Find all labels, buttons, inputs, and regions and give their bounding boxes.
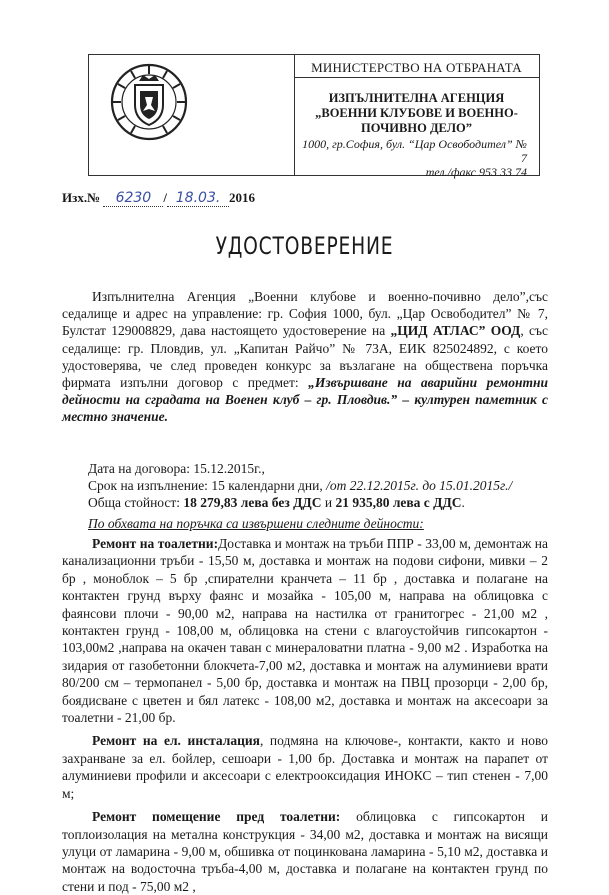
handwritten-number: 6230 bbox=[115, 190, 152, 206]
term-label: Срок на изпълнение: 15 календарни дни, bbox=[88, 478, 327, 494]
agency-name-line: ИЗПЪЛНИТЕЛНА АГЕНЦИЯ bbox=[328, 91, 505, 105]
document-title: УДОСТОВЕРЕНИЕ bbox=[215, 232, 394, 260]
header-divider bbox=[295, 77, 539, 78]
contract-date: Дата на договора: 15.12.2015г., bbox=[88, 461, 265, 476]
contractor-name: „ЦИД АТЛАС” ООД bbox=[390, 323, 521, 339]
address-line: 1000, гр.София, бул. “Цар Освободител” № 7 bbox=[302, 137, 527, 165]
work-item bbox=[62, 808, 548, 895]
work-heading: Ремонт на ел. инсталация bbox=[92, 733, 260, 749]
phone-line: тел./факс 953 33 74 bbox=[425, 165, 527, 179]
work-text: , подмяна на ключове-, контакти, както и ново захранване за ел. бойлер, сешоари - 1,00 бр. Доставка и монтаж на парапет от алуминиеви профили и аксесоари с електрооксидация ИНОКС – тип стенен - 7,00 м; bbox=[62, 733, 548, 801]
work-item bbox=[62, 732, 548, 802]
letterhead bbox=[88, 54, 540, 179]
agency-name bbox=[294, 91, 539, 136]
term-period: /от 22.12.2015г. до 15.01.2015г./ bbox=[326, 478, 513, 494]
cost-label: Обща стойност: bbox=[88, 495, 184, 511]
agency-name-line: „ВОЕННИ КЛУБОВЕ И ВОЕННО-ПОЧИВНО ДЕЛО” bbox=[315, 106, 518, 135]
cost-without-vat: 18 279,83 лева без ДДС bbox=[183, 495, 322, 511]
work-heading: Ремонт на тоалетни: bbox=[92, 536, 219, 551]
outgoing-date-field bbox=[167, 190, 229, 207]
contract-details bbox=[88, 460, 548, 512]
scope-heading: По обхвата на поръчка са извършени следните дейности: bbox=[88, 516, 424, 531]
works-list bbox=[62, 535, 548, 895]
work-text: Доставка и монтаж на тръби ППР - 33,00 м, демонтаж на канализационни тръби - 15,50 м, доставка и монтаж на подови сифони, мивки – 2 бр , моноблок – 5 бр ,спирателни кранчета – 11 бр , доставка и полагане на контактен грунд върху фаянс и мозайка - 105,00 м, направа на облицовка с фаянсови плочи - 90,00 м2, направа на настилка от гранитогрес - 21,00 м2 , контактен грунд - 108,00 м, облицовка на стени с влагоустойчив гипсокартон - 103,00м2 ,направа на окачен таван с минераловатни платна - 9,00 м2 . Изработка на зидария от газобетонни блокчета-7,00 м2, доставка и монтаж на алуминиеви врати 80/200 см – термопанел - 5,00 бр, доставка и монтаж на ПВЦ прозорци - 2,00 бр, боядисване с цветен и бял латекс - 108,00 м2, доставка и монтаж на аксесоари за тоалетни - 21,00 бр. bbox=[62, 536, 548, 726]
outgoing-number-field bbox=[103, 190, 163, 207]
contract-cost bbox=[88, 494, 548, 511]
ministry-name: МИНИСТЕРСТВО НА ОТБРАНАТА bbox=[311, 60, 522, 75]
cost-connector: и bbox=[321, 495, 336, 511]
outgoing-year: 2016 bbox=[229, 190, 256, 205]
work-text: облицовка с гипсокартон и топлоизолация на метална конструкция - 34,00 м2, доставка и монтаж на висящи улуци от ламарина - 9,00 м, обшивка от поцинкована ламарина - 5,10 м2, доставка и монтаж на водосточна тръба-4,00 м, доставка и полагане на контактен грунд по стени и под - 75,00 м2 , bbox=[62, 809, 549, 894]
agency-address bbox=[294, 137, 539, 179]
intro-paragraph bbox=[62, 288, 548, 426]
intro-text: Изпълнителна Агенция „Военни клубове и военно-почивно дело”,със седалище и адрес на управление: гр. София 1000, бул. „Цар Освободител” № 7, Булстат 129008829, дава настоящето удостоверение на bbox=[62, 289, 548, 339]
contract-subject: „Извършване на аварийни ремонтни дейности на сградата на Военен клуб – гр. Пловдив.” – културен паметник с местно значение. bbox=[62, 375, 548, 425]
contract-term bbox=[88, 477, 548, 494]
cost-with-vat: 21 935,80 лева с ДДС bbox=[335, 495, 462, 511]
outgoing-number: Изх.№ 6230 / 18.03. 2016 bbox=[62, 190, 256, 206]
outgoing-label: Изх.№ bbox=[62, 190, 101, 205]
coat-of-arms-emblem-icon bbox=[109, 61, 189, 143]
cost-suffix: . bbox=[461, 495, 465, 511]
work-heading: Ремонт помещение пред тоалетни: bbox=[92, 809, 341, 825]
intro-text: , със седалище: гр. Пловдив, ул. „Капитан Райчо” № 73А, ЕИК 825024892, с което удостоверява, че след проведен конкурс за възлагане на обществена поръчка фирмата изпълни договор с предмет: bbox=[62, 323, 549, 391]
handwritten-date: 18.03. bbox=[175, 190, 221, 206]
work-item bbox=[62, 535, 548, 726]
